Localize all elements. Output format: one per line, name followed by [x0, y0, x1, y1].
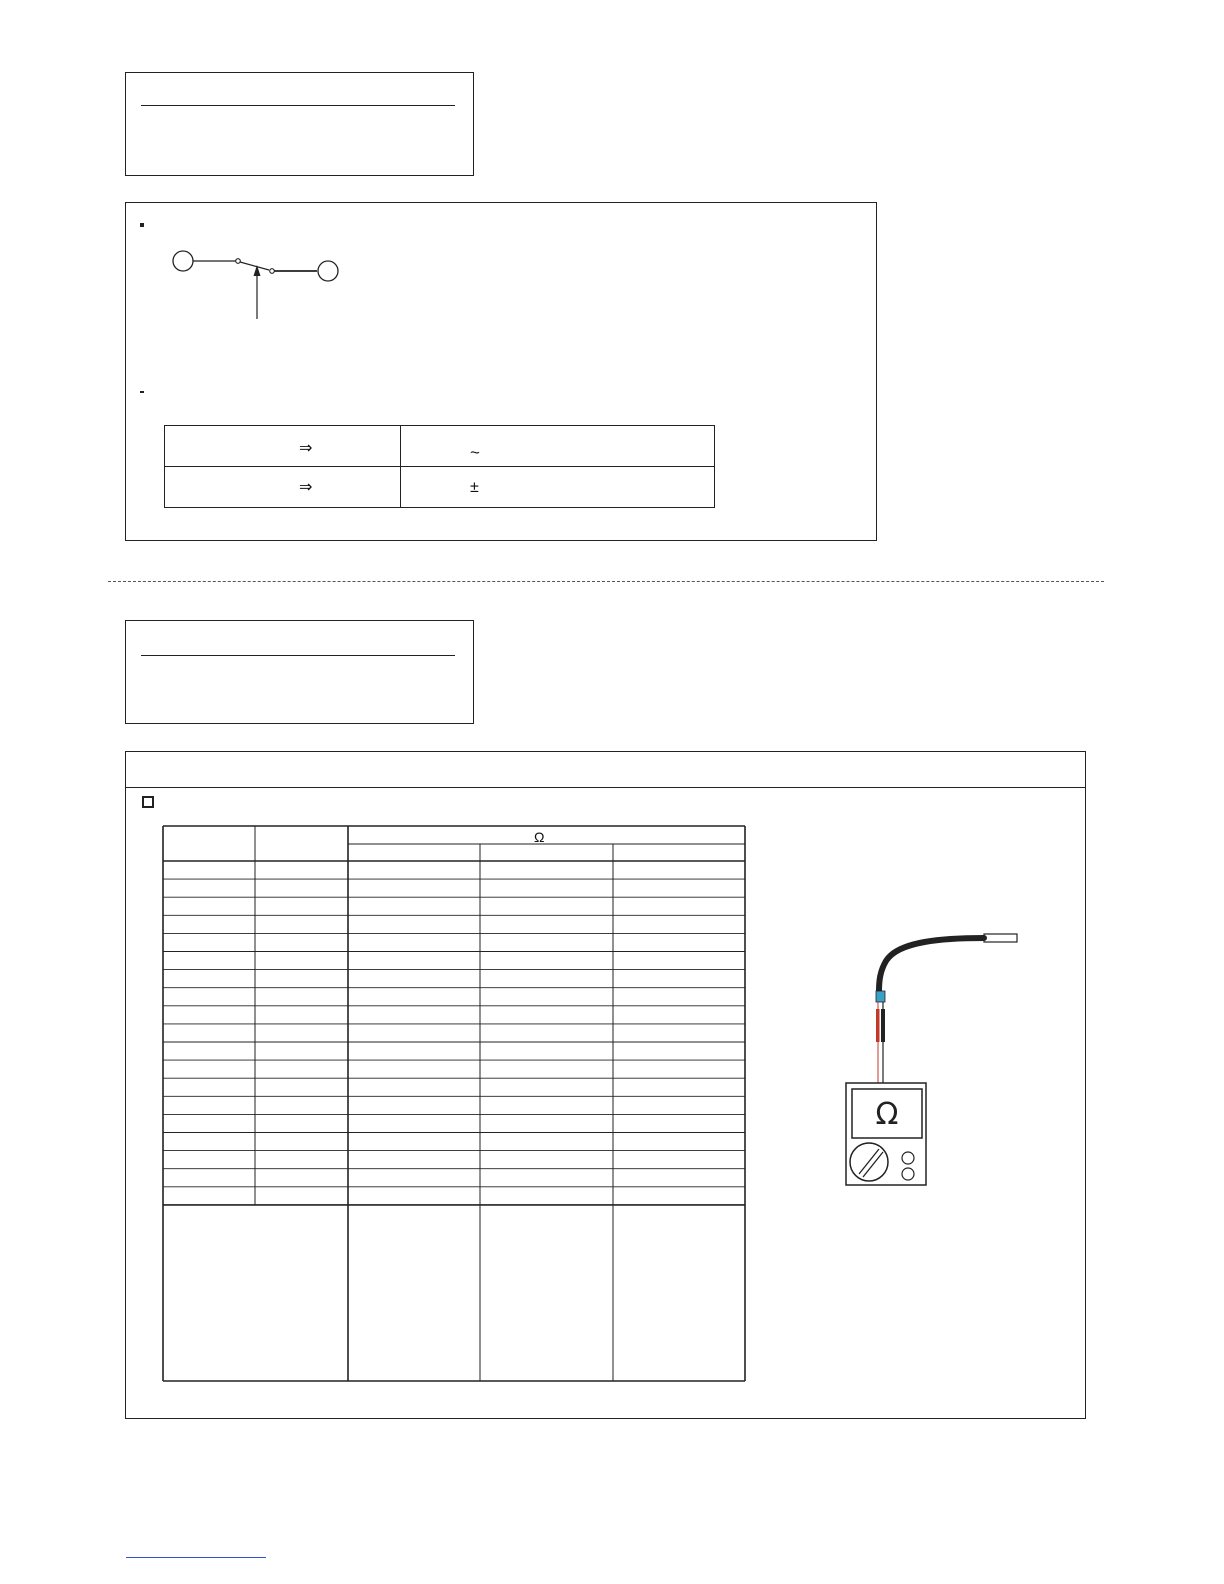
- section1-title-rule: [141, 105, 455, 106]
- terminal-right-icon: [318, 261, 338, 281]
- thermistor-panel: [125, 751, 1086, 1419]
- switch-info-panel: [125, 202, 877, 541]
- connector-blue: [876, 991, 885, 1002]
- checkbox-icon: [142, 796, 154, 808]
- resistance-unit-symbol: Ω: [534, 829, 545, 845]
- contact-left-icon: [236, 259, 241, 264]
- multimeter-jack-upper-icon: [902, 1152, 914, 1164]
- switch-blade: [240, 262, 269, 270]
- terminal-left-icon: [173, 251, 193, 271]
- footer-link-underline[interactable]: [126, 1557, 266, 1558]
- spec-table: [164, 425, 715, 508]
- bullet-marker: [140, 391, 144, 393]
- multimeter-jack-lower-icon: [902, 1168, 914, 1180]
- thermistor-multimeter-illustration: [826, 927, 1066, 1197]
- spec-row2-value-symbol: ±: [470, 479, 479, 496]
- multimeter-display-symbol: Ω: [875, 1097, 899, 1132]
- actuator-arrow-icon: [254, 265, 261, 276]
- spec-row1-value-symbol: ~: [470, 443, 480, 462]
- spec-row2-arrow: ⇒: [299, 479, 313, 496]
- spec-row1-arrow: ⇒: [299, 440, 313, 457]
- contact-right-icon: [270, 269, 275, 274]
- thermistor-probe-tip: [984, 934, 1017, 942]
- panel-header-rule: [126, 787, 1085, 788]
- switch-schematic: [126, 203, 426, 333]
- probe-handle-red: [876, 1009, 880, 1042]
- section-separator: [108, 581, 1104, 582]
- resistance-table: [162, 825, 746, 1383]
- section1-title-box: [125, 72, 474, 176]
- thermistor-cable: [879, 938, 984, 991]
- section2-title-rule: [141, 655, 455, 656]
- probe-handle-black: [881, 1009, 885, 1042]
- section2-title-box: [125, 620, 474, 724]
